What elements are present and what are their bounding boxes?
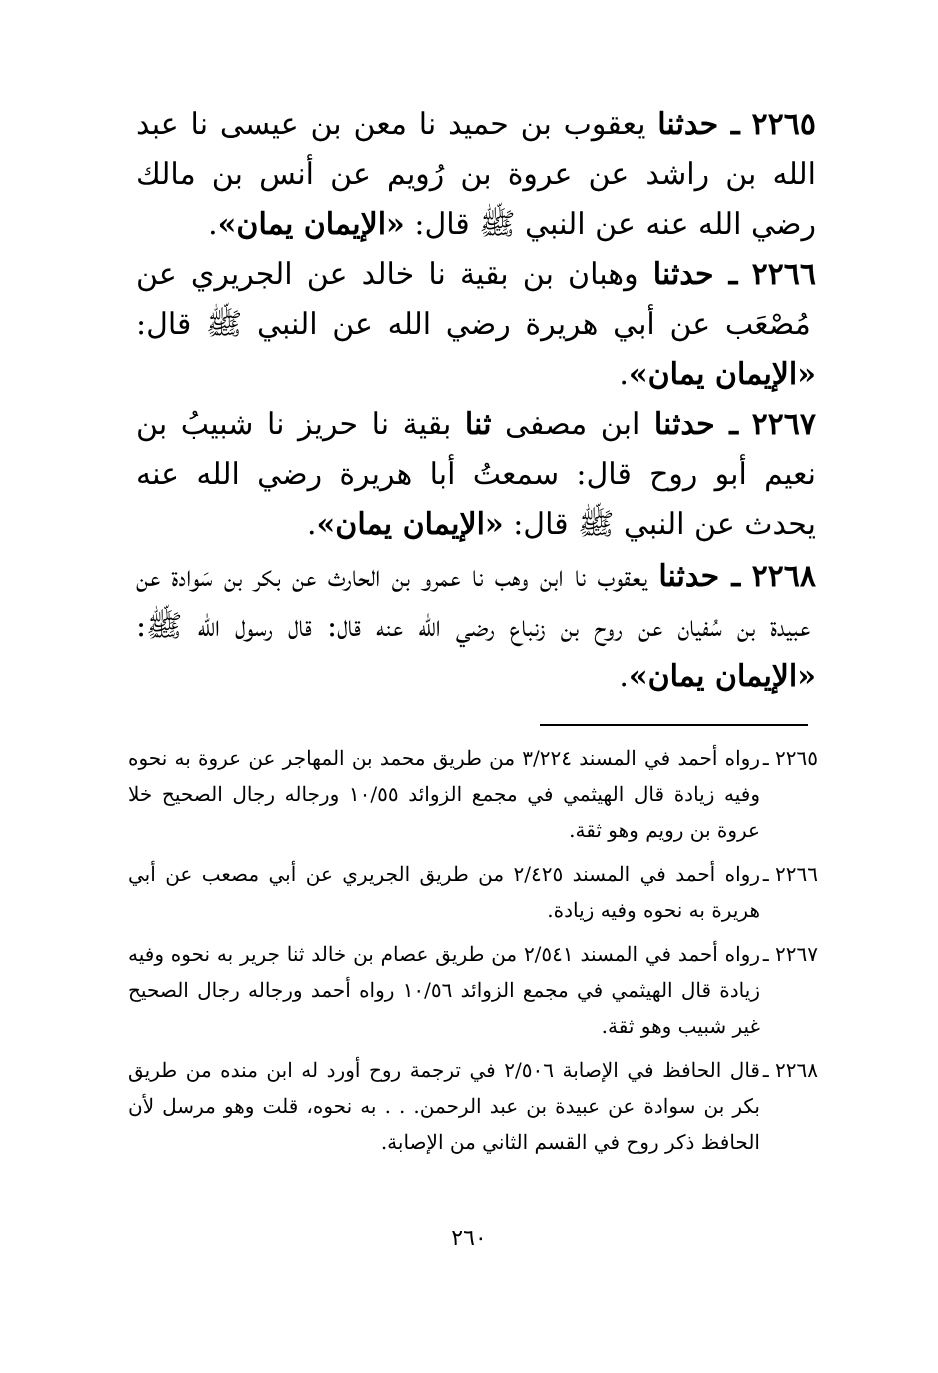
matn: «الإيمان يمان» [628,659,816,694]
hadith-2266 [136,250,816,400]
matn: «الإيمان يمان» [217,207,405,242]
hadith-number: ٢٢٦٨ [751,559,817,594]
footnotes [128,740,818,1168]
matn: «الإيمان يمان» [628,357,816,392]
isnad-text-cont: بقية نا حريز نا شبيبُ بن نعيم أبو روح قال: سمعتُ أبا هريرة رضي الله عنه يحدث عن النبي ﷺ قال: [136,407,816,542]
hadith-2265 [136,100,816,250]
hadith-dash: ـ [718,107,740,142]
hadith-number: ٢٢٦٥ [751,107,816,142]
haddathana: حدثنا [652,257,714,292]
end-mark: . [306,507,317,542]
footnote-number: ٢٢٦٦ ـ [762,862,818,886]
footnote-text: رواه أحمد في المسند ٣/٢٢٤ من طريق محمد بن المهاجر عن عروة به نحوه وفيه زيادة قال الهيثمي في مجمع الزوائد ١٠/٥٥ ورجاله رجال الصحيح خلا عروة بن رويم وهو ثقة. [128,746,760,842]
footnote-2265 [128,740,818,848]
hadith-number: ٢٢٦٧ [751,407,817,442]
hadith-number: ٢٢٦٦ [751,257,817,292]
footnote-separator [540,724,808,726]
hadith-dash: ـ [714,407,738,442]
isnad-text: ابن مصفى [491,407,641,442]
footnote-text: رواه أحمد في المسند ٢/٥٤١ من طريق عصام بن خالد ثنا جرير به نحوه وفيه زيادة قال الهيثمي في مجمع الزوائد ١٠/٥٦ رواه أحمد ورجاله رجال الصحيح غير شبيب وهو ثقة. [128,942,760,1038]
haddathana: حدثنا [658,559,720,594]
footnote-2266 [128,856,818,928]
end-mark: . [619,357,629,392]
hadith-dash: ـ [719,559,741,594]
footnote-2268 [128,1052,818,1160]
haddathana: حدثنا [657,107,719,142]
matn: «الإيمان يمان» [316,507,504,542]
end-mark: . [619,659,629,694]
footnote-text: قال الحافظ في الإصابة ٢/٥٠٦ في ترجمة روح أورد له ابن منده من طريق بكر بن سوادة عن عبيدة بن عبد الرحمن. . . به نحوه، قلت وهو مرسل لأن الحافظ ذكر روح في القسم الثاني من الإصابة. [128,1058,760,1154]
end-mark: . [208,207,218,242]
isnad-text: وهبان بن بقية نا خالد عن الجريري عن مُصْعَب عن أبي هريرة رضي الله عن النبي ﷺ قال: [136,257,811,342]
hadith-dash: ـ [713,257,738,292]
isnad-text: يعقوب بن حميد نا معن بن عيسى نا عبد الله بن راشد عن عروة بن رُويم عن أنس بن مالك رضي الله عنه عن النبي ﷺ قال: [136,107,816,242]
thana: ثنا [464,407,492,442]
hadith-2268 [136,552,816,702]
footnote-number: ٢٢٦٥ ـ [762,746,818,770]
footnote-number: ٢٢٦٧ ـ [762,942,818,966]
haddathana: حدثنا [653,407,715,442]
footnote-text: رواه أحمد في المسند ٢/٤٢٥ من طريق الجريري عن أبي مصعب عن أبي هريرة به نحوه وفيه زيادة. [128,862,760,922]
page-number: ٢٦٠ [451,1226,487,1251]
footnote-number: ٢٢٦٨ ـ [762,1058,818,1082]
footnote-2267 [128,936,818,1044]
hadith-2267 [136,400,816,550]
isnad-text: يعقوب نا ابن وهب نا عمرو بن الحارث عن بكر بن سَوادة عن عبيدة بن سُفيان عن روح بن زنباع رضي الله عنه قال: قال رسول الله ﷺ: [136,559,811,644]
